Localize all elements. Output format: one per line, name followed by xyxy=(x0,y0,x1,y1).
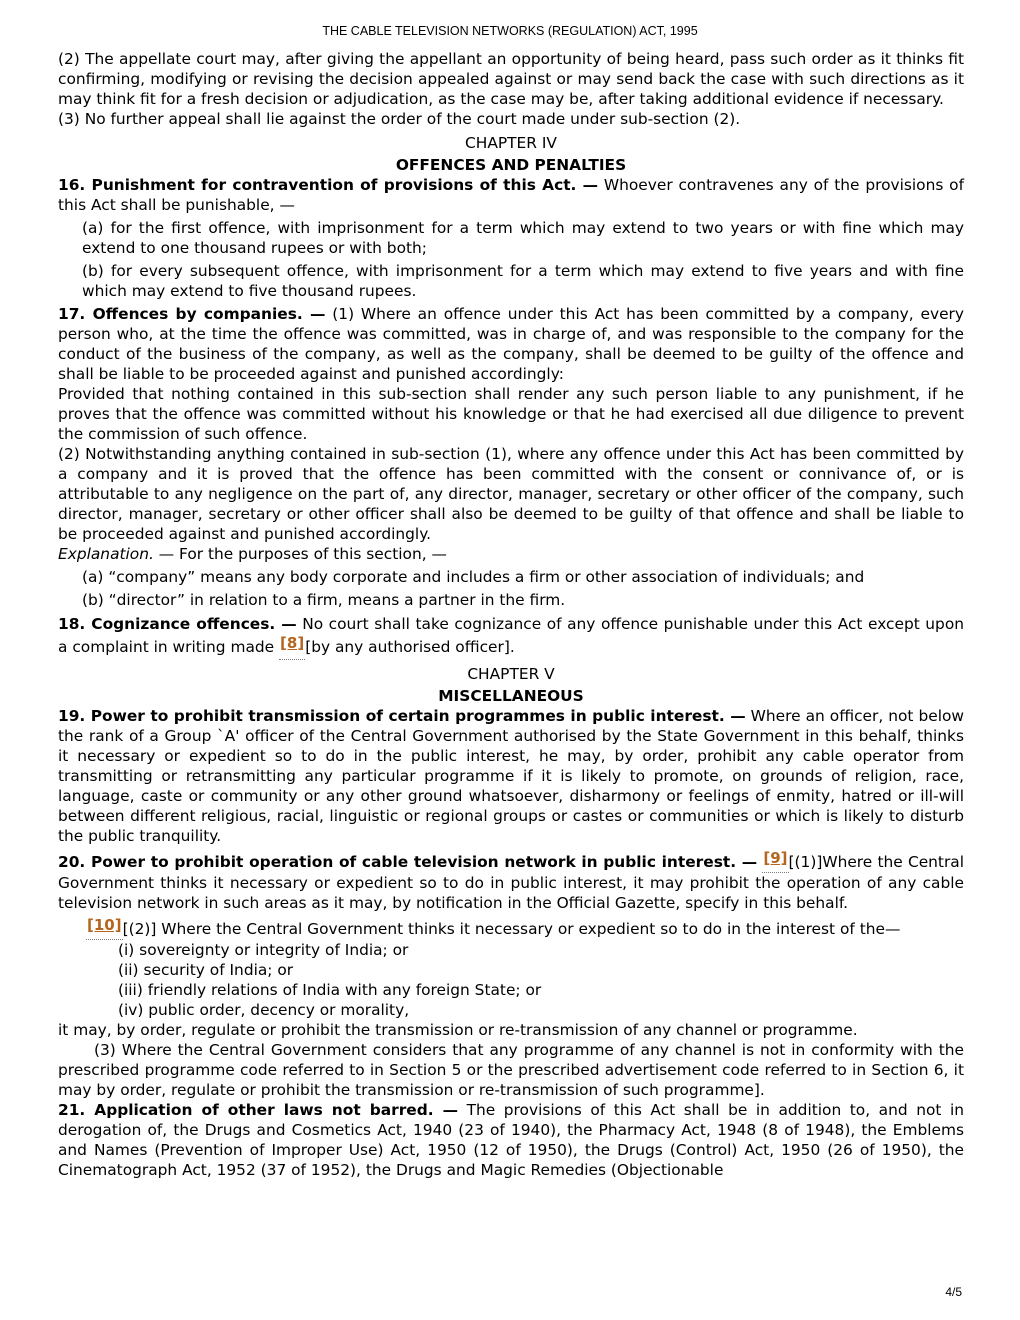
explanation-text: — For the purposes of this section, — xyxy=(153,545,447,563)
section-16 xyxy=(58,175,964,215)
section-21-heading: 21. Application of other laws not barred. — xyxy=(58,1101,459,1119)
section-20-item-4: (iv) public order, decency or morality, xyxy=(118,1001,410,1019)
section-15-subsection-3: (3) No further appeal shall lie against the order of the court made under sub-section (2). xyxy=(58,110,741,128)
section-21-text: The provisions of this Act shall be in addition to, and not in derogation of, the Drugs and Cosmetics Act, 1940 (23 of 1940), the Pharmacy Act, 1948 (8 of 1948), the Emblems and Names (Prevention of Improper Use) Act, 1950 (12 of 1950), the Drugs (Control) Act, 1950 (26 of 1950), the Cinematograph Act, 1952 (37 of 1952), the Drugs and Magic Remedies (Objectionable xyxy=(58,1101,964,1179)
page-number: 4/5 xyxy=(945,1285,962,1299)
section-16-text: Whoever contravenes any of the provisions of this Act shall be punishable, — xyxy=(58,176,964,214)
section-20-conclusion: it may, by order, regulate or prohibit the transmission or re-transmission of any channel or programme. xyxy=(58,1021,858,1039)
section-19 xyxy=(58,706,964,846)
section-17-explanation xyxy=(58,544,964,564)
section-20-subsection-3: (3) Where the Central Government considers that any programme of any channel is not in conformity with the prescribed programme code referred to in Section 5 or the prescribed advertisement code referred to in Section 6, it may by order, regulate or prohibit the transmission or re-transmission of such programme]. xyxy=(58,1041,964,1099)
section-16-heading: 16. Punishment for contravention of provisions of this Act. — xyxy=(58,176,599,194)
section-20-subsection-2 xyxy=(58,916,964,940)
chapter-5-label: CHAPTER V xyxy=(467,665,555,683)
footnote-link-9[interactable]: [9] xyxy=(763,849,788,867)
chapter-4-label: CHAPTER IV xyxy=(465,134,557,152)
explanation-label: Explanation. xyxy=(58,545,154,563)
section-15-subsection-2: (2) The appellate court may, after giving the appellant an opportunity of being heard, pass such order as it thinks fit confirming, modifying or revising the decision appealed against or may send back the case with such directions as it may think fit for a fresh decision or adjudication, as the case may be, after taking additional evidence if necessary. xyxy=(58,50,964,108)
section-17-clause-a: (a) “company” means any body corporate and includes a firm or other association of individuals; and xyxy=(82,568,865,586)
section-16-clause-b: (b) for every subsequent offence, with imprisonment for a term which may extend to five years and with fine which may extend to five thousand rupees. xyxy=(82,262,964,300)
section-18-text-1: No court shall take cognizance of any offence punishable under this Act except upon a complaint in writing made xyxy=(58,615,964,656)
section-20-heading: 20. Power to prohibit operation of cable television network in public interest. — xyxy=(58,853,758,871)
section-18-heading: 18. Cognizance offences. — xyxy=(58,615,297,633)
chapter-5-title: MISCELLANEOUS xyxy=(438,687,584,705)
section-20 xyxy=(58,849,964,913)
section-20-item-3: (iii) friendly relations of India with any foreign State; or xyxy=(118,981,542,999)
document-header: THE CABLE TELEVISION NETWORKS (REGULATION) ACT, 1995 xyxy=(322,24,698,38)
section-20-item-2: (ii) security of India; or xyxy=(118,961,294,979)
section-17-text-1: (1) Where an offence under this Act has been committed by a company, every person who, at the time the offence was committed, was in charge of, and was responsible to the company for the conduct of the business of the company, as well as the company, shall be deemed to be guilty of the offence and shall be liable to be proceeded against and punished accordingly: xyxy=(58,305,964,383)
section-17-clause-b: (b) “director” in relation to a firm, means a partner in the firm. xyxy=(82,591,566,609)
section-17-proviso: Provided that nothing contained in this sub-section shall render any such person liable to any punishment, if he proves that the offence was committed without his knowledge or that he had exercised all due diligence to prevent the commission of such offence. xyxy=(58,385,964,443)
section-18-text-2: [by any authorised officer]. xyxy=(305,638,515,656)
section-20-item-1: (i) sovereignty or integrity of India; or xyxy=(118,941,409,959)
section-18 xyxy=(58,613,964,660)
section-19-text: Where an officer, not below the rank of a Group `A' officer of the Central Government authorised by the State Government in this behalf, thinks it necessary or expedient so to do in the public interest, he may, by order, prohibit any cable operator from transmitting or retransmitting any particular programme if it is likely to promote, on grounds of religion, race, language, caste or community or any other ground whatsoever, disharmony or feelings of enmity, hatred or ill-will between different religious, racial, linguistic or regional groups or castes or communities or which is likely to disturb the public tranquility. xyxy=(58,707,965,845)
section-16-clause-a: (a) for the first offence, with imprisonment for a term which may extend to two years or with fine which may extend to one thousand rupees or with both; xyxy=(82,219,964,257)
document-body xyxy=(58,49,964,1180)
section-17-heading: 17. Offences by companies. — xyxy=(58,305,326,323)
section-19-heading: 19. Power to prohibit transmission of certain programmes in public interest. — xyxy=(58,707,746,725)
section-20-subsection-1: [(1)]Where the Central Government thinks it necessary or expedient so to do in public interest, it may prohibit the operation of any cable television network in such areas as it may, by notification in the Official Gazette, specify in this behalf. xyxy=(58,853,964,912)
footnote-link-8[interactable]: [8] xyxy=(280,634,305,652)
footnote-link-10[interactable]: [10] xyxy=(87,916,122,934)
section-21 xyxy=(58,1100,964,1180)
section-17-subsection-2: (2) Notwithstanding anything contained in sub-section (1), where any offence under this Act has been committed by a company and it is proved that the offence has been committed with the consent or connivance of, or is attributable to any negligence on the part of, any director, manager, secretary or other officer of the company, such director, manager, secretary or other officer shall also be deemed to be guilty of that offence and shall be liable to be proceeded against and punished accordingly. xyxy=(58,445,964,543)
chapter-4-title: OFFENCES AND PENALTIES xyxy=(395,156,627,174)
section-17 xyxy=(58,304,964,384)
section-20-subsection-2-text: [(2)] Where the Central Government thinks it necessary or expedient so to do in the interest of the— xyxy=(122,920,901,938)
